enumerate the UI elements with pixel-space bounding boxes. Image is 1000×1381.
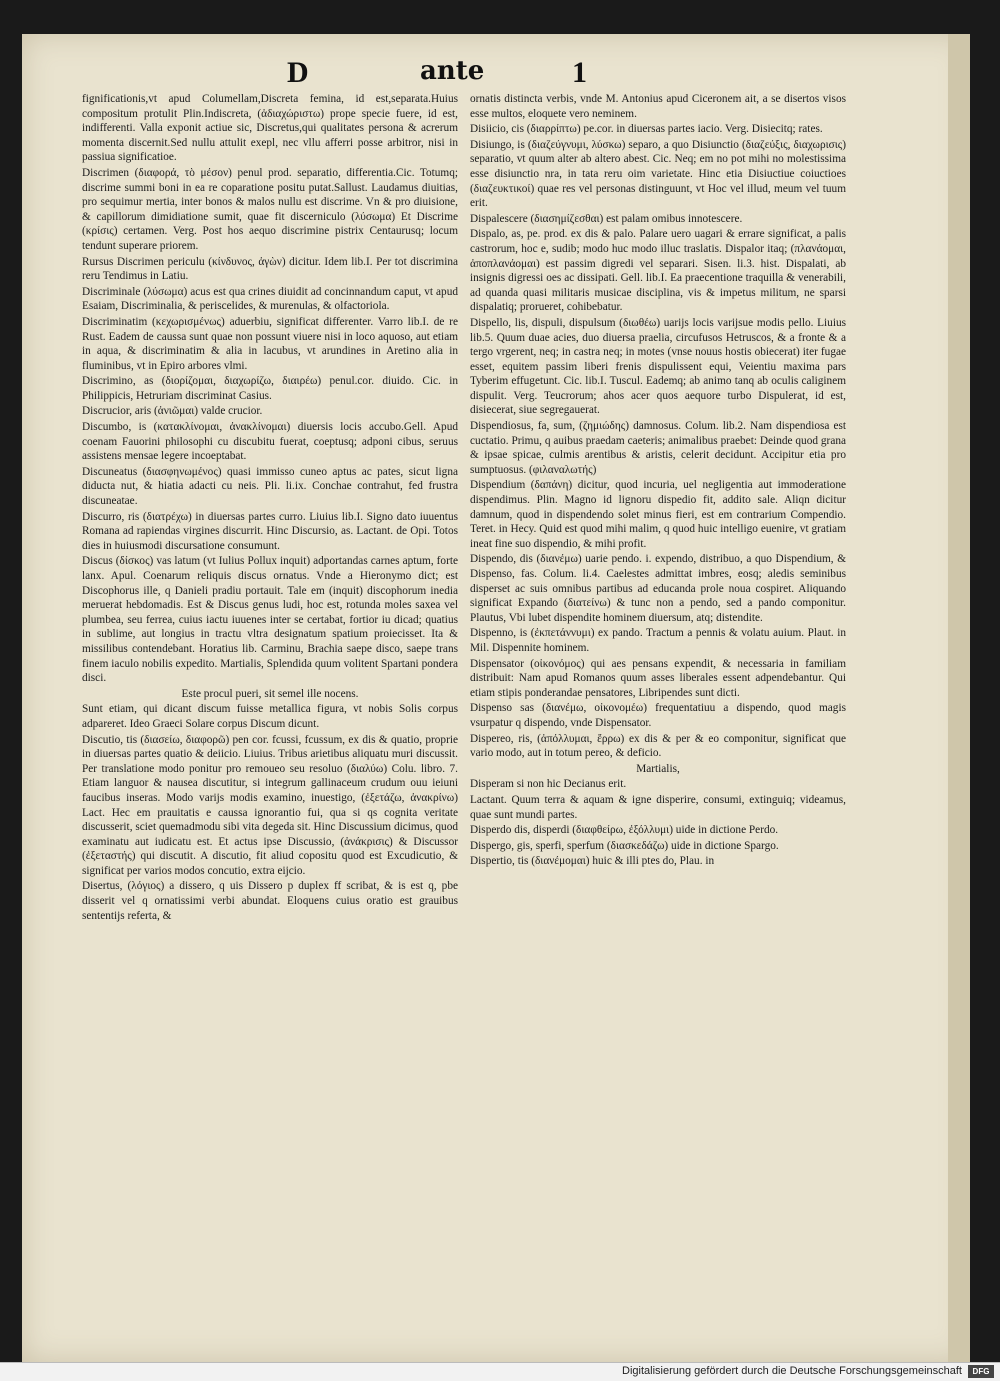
entry-paragraph: Dispensator (οἰκονόμος) qui aes pensans expendit, & necessaria in familiam distribuit: Nam apud Romanos quum asses liberales essent adpendebantur. Qui etiam stipis ponderandae pensatores, Libripendes sunt dicti. [470,657,846,699]
entry-paragraph: Discriminale (λύσωμα) acus est qua crines diuidit ad concinnandum caput, vt apud Esaiam, Discriminalia, & periscelides, & murenulas, & olfactoriola. [82,285,458,313]
entry-paragraph: Dispendiosus, fa, sum, (ζημιώδης) damnosus. Colum. lib.2. Nam dispendiosa est cuctatio. Primu, q auibus praedam caeteris; animalibus praebet: Deinde quod grana & ipsae spicae, culmis arentibus & aristis, celerit decidunt. Accipitur etia pro sumptuosus. (φιλαναλωτής) [470,420,846,476]
entry-paragraph: Discuneatus (διασφηνωμένος) quasi immisso cuneo aptus ac pates, sicut ligna diducta nut, & hiatia adacti cu neis. Pli. li.ix. Conchae contrahut, fed frustra discuneatae. [82,465,458,508]
dfg-logo-icon[interactable]: DFG [968,1365,994,1378]
verse-line: Este procul pueri, sit semel ille nocens. [181,687,359,700]
entry-paragraph: Dispalescere (διασημίζεσθαι) est palam omibus innotescere. [470,212,743,225]
entry-paragraph: Dispergo, gis, sperfi, sperfum (διασκεδάζω) uide in dictione Spargo. [470,839,779,852]
entry-paragraph: Discrimen (διαφορά, τὸ μέσον) penul prod. separatio, differentia.Cic. Totumq; discrime summi boni in ea re coparatione positu putat.Sallust. Laudamus diuitias, pro sequimur mertia, inter bonos & malos nullu est discrime. Vn & pro diuisione, & capillorum dimidiatione sumit, quae fit discerniculo (λύσωμα) Et Discrime (κρίσις) certamen. Verg. Post hos aequo discrimine pistrix Centaurusq; locum tendunt superare priorem. [82,166,458,252]
entry-paragraph: Sunt etiam, qui dicant discum fuisse metallica figura, vt nobis Solis corpus adpareret. Ideo Graeci Solare corpus Discum dicunt. [82,703,458,730]
entry-paragraph: Dispello, lis, dispuli, dispulsum (διωθέω) uarijs locis varijsue modis pello. Liuius lib.5. Quum duae acies, duo diuersa praelia, circufusos Hetruscos, & a fronte & a tergo vrgerent, neq; in castra neq; in motes (vnse nouus hostis obiecerat) iter fugae esset, equitem passim liberi frenis dispulissent equi, Veientiu maxima pars Tyberim effugetunt. Cic. lib.I. Tuscul. Eademq; ab animo tanq ab oculis caliginem dispulit. Verg. Teucrorum; ahos acer quos aequore turbo Dispulerat, id est, disiecerat, siue segregauerat. [470,316,846,417]
scanned-page [22,34,970,1362]
entry-paragraph: fignificationis,vt apud Columellam,Discreta femina, id est,separata.Huius compositum protulit Plin.Indiscreta, (ἀδιαχώριστω) prope specie fuere, id est, indifferenti. Valla exponit actiue sic, Discretus,qui qualitates persona & acrerum momenta discernit.Sed nullu attulit exepl, nec vllu afferri posse arbitror, nisi in passiua significatioe. [82,93,458,164]
entry-paragraph: Dispendo, dis (διανέμω) uarie pendo. i. expendo, distribuo, a quo Dispendium, & Dispenso, fas. Colum. li.4. Caelestes admittat imbres, eosq; aledis seminibus disperset ac suis omnibus partibus ad educanda prole noua cospiret. Aliquando significat Expando (διατείνω) & tunc non a pendo, sed a pando componitur. Plautus, Vbi lubet dispendite hominem diuersum, atq; distendite. [470,553,846,624]
header-letter: D [287,56,309,89]
entry-paragraph: Disertus, (λόγιος) a dissero, q uis Dissero p duplex ff scribat, & is est q, pbe disserit vel q ornatissimi verbi abundat. Eloquens cuius oratio est grauibus sententijs referta, & [82,880,458,922]
page-margin-strip [948,34,970,1362]
entry-paragraph: Discutio, tis (διασείω, διαφορῶ) pen cor. fcussi, fcussum, ex dis & quatio, proprie in diuersas partes quatio & deiicio. Liuius. Tribus arietibus aliquatu muri discussit. Per translatione modo ponitur pro remoueo seu resoluo (διαλύω) Colu. libro. 7. Etiam languor & nausea discutitur, si integrum gallinaceum crudum ouu ieiuni faucibus inseras. Modo varijs modis examino, inuestigo, (ἐξετάζω, ἀνακρίνω) Lact. Hec em prauitatis e caussa ignorantio fui, qua si qs cognita veritate discusserit, sciet quemadmodu sibi vita degeda sit. Hinc Discussium dicimus, quod examinatu aut iudicatu est. Et actus ipse Discussio, (ἀνάκρισις) & Discussor (ἐξεταστής) qui discutit. A discutio, fit aliud copositu quod est Excudicutio, & significat per varios modos concutio, extra eijcio. [82,733,458,877]
entry-paragraph: Discumbo, is (κατακλίνομαι, ἀνακλίνομαι) diuersis locis accubo.Gell. Apud coenam Fauorini philosophi cu discubitu fuerat, coeptusq; adponi cibus, seruus assistens mensae legere incoeptabat. [82,421,458,463]
right-column [470,92,846,870]
verse-line: Disperam si non hic Decianus erit. [470,778,627,791]
entry-paragraph: Discriminatim (κεχωρισμένως) aduerbiu, significat differenter. Varro lib.I. de re Rust. Eadem de caussa sunt quae non possunt viuere nisi in loco aquoso, aut etiam in aqua, & discriminatim & alia in lacubus, vt arundines in Aretino alia in fluminibus, vt in Epiro arbores vlmi. [82,315,458,372]
entry-paragraph: Dispalo, as, pe. prod. ex dis & palo. Palare uero uagari & errare significat, a palis castrorum, hoc e, sudib; modo huc modo illuc traslatis. Dispalor itaq; (πλανάομαι, ἀποπλανάομαι) est passim digredi vel separari. Sisen. li.3. hist. Dispalati, ab insignis digressi oes ac dissipati. Gell. lib.I. Ea praecentione traquilla & venerabili, ad quanda quasi militaris musicae disciplina, vis & impetus militum, ne sparsi dispalatiq; prorueret, cohibebatur. [470,228,846,314]
entry-paragraph: Disiungo, is (διαζεύγνυμι, λύσκω) separo, a quo Disiunctio (διαζεύξις, διαχωρισις) separatio, vt quum alter ab altero abest. Cic. Neq; em no pot mihi no molestissima esse disiunctio nra, in tata reru oim varietate. Hinc etia Disiuctiue coiuctioes (διαζευκτικοί) quae res vel personas distinguunt, vt Hoc vel illud, meum vel tuum erit. [470,138,846,210]
entry-paragraph: Discrimino, as (διορίζομαι, διαχωρίζω, διαιρέω) penul.cor. diuido. Cic. in Philippicis, Hetruriam discriminat Casius. [82,375,458,402]
entry-paragraph: ornatis distincta verbis, vnde M. Antonius apud Ciceronem ait, a se disertos visos esse multos, eloquete vero neminem. [470,93,846,120]
entry-paragraph: Disperdo dis, disperdi (διαφθείρω, ἐξόλλυμι) uide in dictione Perdo. [470,824,779,837]
funding-credit: Digitalisierung gefördert durch die Deutsche Forschungsgemeinschaft [622,1365,962,1377]
entry-paragraph: Dispertio, tis (διανέμομαι) huic & illi ptes do, Plau. in [470,855,715,868]
entry-paragraph: Rursus Discrimen periculu (κίνδυνος, ἀγὼν) dicitur. Idem lib.I. Per tot discrimina reru Tendimus in Latiu. [82,255,458,283]
entry-paragraph: Dispereo, ris, (ἀπόλλυμαι, ἔρρω) ex dis & per & eo componitur, significat que vario modo, aut in totum pereo, & deficio. [470,732,846,760]
entry-paragraph: Dispenso sas (διανέμω, οἰκονομέω) frequentatiuu a dispendo, quod magis vsurpatur q dispendo, vnde Dispensator. [470,702,846,729]
entry-paragraph: Lactant. Quum terra & aquam & igne disperire, consumi, extinguiq; videamus, quae sunt mundi partes. [470,793,846,821]
entry-paragraph: Discrucior, aris (ἀνιῶμαι) valde crucior. [82,405,263,418]
verse-attribution: Martialis, [636,762,680,775]
header-page-number: 1 [572,56,587,89]
footer-bar [0,1362,1000,1381]
entry-paragraph: Discurro, ris (διατρέχω) in diuersas partes curro. Liuius lib.I. Signo dato iuuentus Romana ad rapiendas virgines discurrit. Hinc Discursio, as. Lactant. de Opi. Totos dies in huiusmodi discursatione consumunt. [82,510,458,552]
entry-paragraph: Dispenno, is (ἐκπετάννυμι) ex pando. Tractum a pennis & volatu auium. Plaut. in Mil. Dispennite hominem. [470,627,846,654]
entry-paragraph: Disiicio, cis (διαρρίπτω) pe.cor. in diuersas partes iacio. Verg. Disiecitq; rates. [470,123,823,136]
left-column [82,92,458,924]
header-word: ante [420,56,485,86]
entry-paragraph: Dispendium (δαπάνη) dicitur, quod incuria, uel negligentia aut immoderatione dispendimus. Plin. Magno id lignoru dispedio fit, addito sale. Aliqn dicitur damnum, quod in dispendendo solet minus fieri, est em contrarium Compendio. Teret. in Hecy. Quid est quod mihi malim, q quod huic intelligo euenire, vt gratiam ineat fine suo dispendio, & mihi profit. [470,479,846,550]
entry-paragraph: Discus (δίσκος) vas latum (vt Iulius Pollux inquit) adportandas carnes aptum, forte lanx. Apul. Coenarum reliquis discus ornatus. Vnde a Hieronymo dict; est Discophorus ille, q Danieli pradiu portauit. Tale em (inquit) discophorum inedia meruerat hebdomadis. Est & Discus genus ludi, hoc est, rotunda moles saxea vel plumbea, seu ferrea, cuius iactu iuuenes inter se certabat, fortior iu dicad; quatius in sublime, aut longius in tractu vltra designatum spatium proiecisset. Ita & missilibus contendebant. Horatius lib. Carminu, Brachia saepe disco, saepe trans finem iaculo nobilis expedito. Martialis, Splendida quum volitent Spartani pondera disci. [82,555,458,685]
